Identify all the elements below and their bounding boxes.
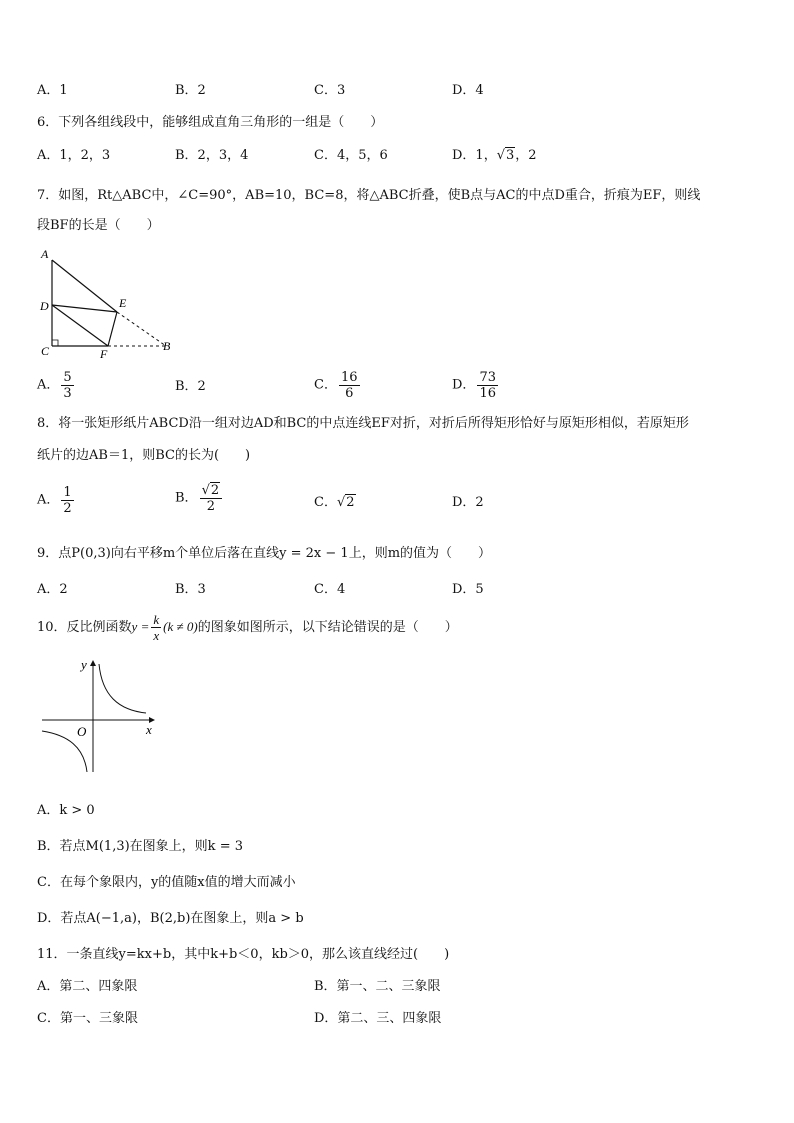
q7-triangle-figure bbox=[36, 245, 186, 363]
q11-option-a[interactable]: A．第二、四象限 bbox=[37, 979, 138, 994]
q6-option-d-prefix: D．1， bbox=[452, 148, 497, 163]
q11-stem: 11．一条直线y=kx+b，其中k+b＜0，kb＞0，那么该直线经过( ) bbox=[37, 947, 450, 962]
label-c: C bbox=[41, 344, 50, 358]
label-x: x bbox=[146, 722, 152, 737]
q9-option-c[interactable]: C．4 bbox=[314, 582, 346, 597]
fraction: $\frac{1}{2}$ bbox=[63, 485, 72, 516]
q9-option-a[interactable]: A．2 bbox=[37, 582, 68, 597]
fraction: $\frac{5}{3}$ bbox=[63, 370, 72, 401]
q10-hyperbola-graph bbox=[38, 655, 163, 775]
q6-option-a[interactable]: A．1，2，3 bbox=[37, 148, 111, 163]
fraction: $\frac{√2}{2}$ bbox=[200, 483, 223, 514]
label-e: E bbox=[119, 296, 127, 310]
label-y: y bbox=[81, 657, 87, 672]
q5-option-a[interactable]: A．1 bbox=[37, 83, 68, 98]
q7-option-c[interactable]: C． $\frac{16}{6}$ bbox=[314, 370, 358, 401]
fraction: $\frac{16}{6}$ bbox=[340, 370, 358, 401]
q7-stem-line1: 7．如图，Rt△ABC中，∠C=90°，AB=10，BC=8，将△ABC折叠，使B点与AC的中点D重合，折痕为EF，则线 bbox=[37, 188, 701, 203]
q7-option-a[interactable]: A． $\frac{5}{3}$ bbox=[37, 370, 72, 401]
q6-option-b[interactable]: B．2，3，4 bbox=[175, 148, 249, 163]
q5-option-b[interactable]: B．2 bbox=[175, 83, 206, 98]
q11-option-d[interactable]: D．第二、三、四象限 bbox=[314, 1011, 442, 1026]
q6-option-d[interactable] bbox=[452, 147, 537, 165]
q10-option-d[interactable]: D．若点A(−1,a)，B(2,b)在图象上，则a > b bbox=[37, 911, 304, 926]
q6-stem: 6．下列各组线段中，能够组成直角三角形的一组是（ ） bbox=[37, 115, 384, 130]
q8-option-c[interactable]: C．√2 bbox=[314, 495, 355, 510]
label-b: B bbox=[163, 339, 171, 353]
q7-option-b[interactable]: B．2 bbox=[175, 379, 206, 394]
q9-option-d[interactable]: D．5 bbox=[452, 582, 484, 597]
q7-option-d[interactable]: D． $\frac{73}{16}$ bbox=[452, 370, 496, 401]
q9-stem: 9．点P(0,3)向右平移m个单位后落在直线y = 2x − 1上，则m的值为（ ） bbox=[37, 546, 492, 561]
q6-option-c[interactable]: C．4，5，6 bbox=[314, 148, 388, 163]
q10-option-b[interactable]: B．若点M(1,3)在图象上，则k = 3 bbox=[37, 839, 243, 854]
q10-option-a[interactable]: A．k > 0 bbox=[37, 803, 95, 818]
q7-stem-line2: 段BF的长是（ ） bbox=[37, 218, 160, 233]
q8-option-b[interactable]: B． $\frac{√2}{2}$ bbox=[175, 483, 224, 514]
q8-option-a[interactable]: A． $\frac{1}{2}$ bbox=[37, 485, 72, 516]
q6-option-d-suffix: ，2 bbox=[515, 148, 537, 163]
fraction: $\frac{k}{x}$ bbox=[153, 612, 160, 643]
q8-stem-line1: 8．将一张矩形纸片ABCD沿一组对边AD和BC的中点连线EF对折，对折后所得矩形恰好与原矩形相似，若原矩形 bbox=[37, 416, 689, 431]
q9-option-b[interactable]: B．3 bbox=[175, 582, 206, 597]
label-f: F bbox=[100, 347, 108, 361]
q5-option-d[interactable]: D．4 bbox=[452, 83, 484, 98]
label-o: O bbox=[77, 724, 87, 739]
label-d: D bbox=[40, 299, 49, 313]
q10-option-c[interactable]: C．在每个象限内，y的值随x值的增大而减小 bbox=[37, 875, 296, 890]
q8-stem-line2: 纸片的边AB＝1，则BC的长为( ) bbox=[37, 448, 251, 463]
q11-option-c[interactable]: C．第一、三象限 bbox=[37, 1011, 138, 1026]
q5-option-c[interactable]: C．3 bbox=[314, 83, 346, 98]
q11-option-b[interactable]: B．第一、二、三象限 bbox=[314, 979, 441, 994]
sqrt-symbol: √3 bbox=[496, 148, 515, 163]
q10-stem: 10．反比例函数y = $\frac{k}{x}$ (k ≠ 0)的图象如图所示，以下结论错误的是（ ） bbox=[37, 612, 458, 643]
q8-option-d[interactable]: D．2 bbox=[452, 495, 484, 510]
fraction: $\frac{73}{16}$ bbox=[479, 370, 496, 401]
label-a: A bbox=[41, 247, 49, 261]
